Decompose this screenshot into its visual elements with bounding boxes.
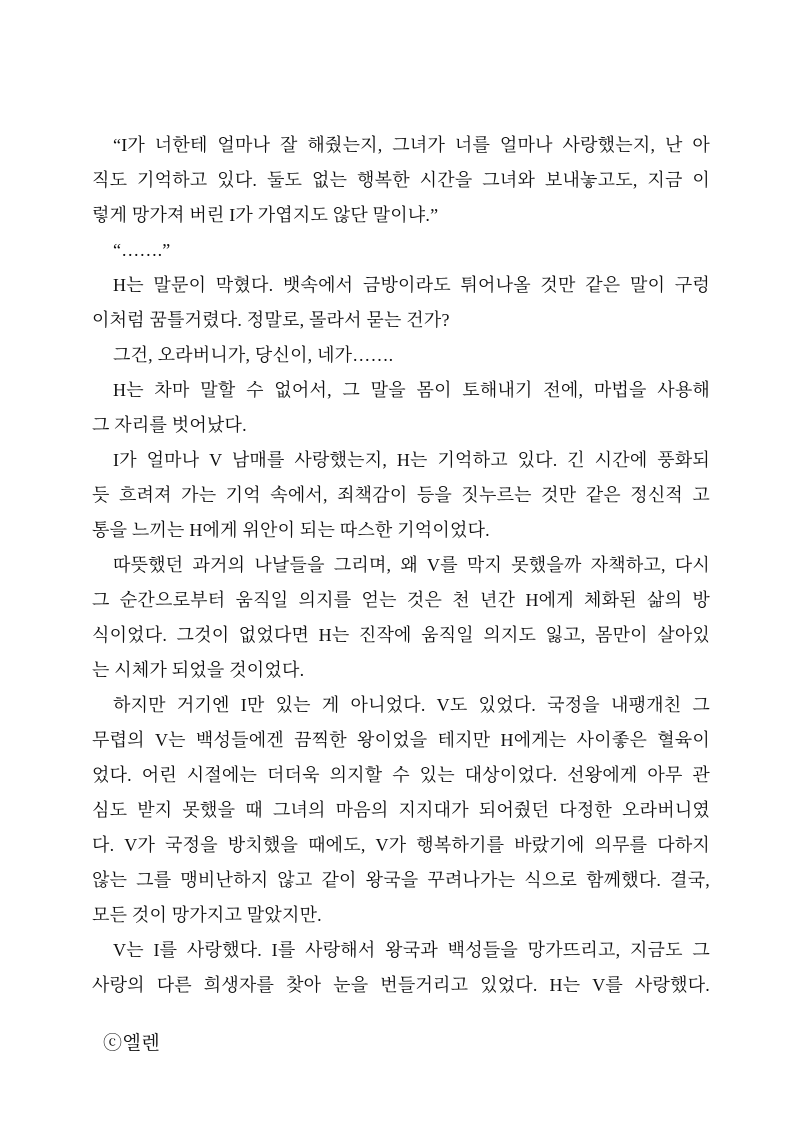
text-line: 무렵의 V는 백성들에겐 끔찍한 왕이었을 테지만 H에게는 사이좋은 혈육이 [92, 730, 710, 750]
text-line: 그 자리를 벗어났다. [92, 415, 247, 435]
paragraph [92, 548, 710, 688]
paragraph [92, 443, 710, 548]
text-line: 는 시체가 되었을 것이었다. [92, 660, 305, 680]
text-line: “…….” [113, 240, 171, 260]
text-line: 심도 받지 못했을 때 그녀의 마음의 지지대가 되어줬던 다정한 오라버니였 [92, 800, 710, 820]
text-line: “I가 너한테 얼마나 잘 해줬는지, 그녀가 너를 얼마나 사랑했는지, 난 아 [113, 135, 710, 155]
text-line: I가 얼마나 V 남매를 사랑했는지, H는 기억하고 있다. 긴 시간에 풍화되 [113, 450, 710, 470]
text-line: 듯 흐려져 가는 기억 속에서, 죄책감이 등을 짓누르는 것만 같은 정신적 고 [92, 485, 710, 505]
text-line: 다. V가 국정을 방치했을 때에도, V가 행복하기를 바랐기에 의무를 다하지 [92, 835, 710, 855]
paragraph [92, 373, 710, 443]
text-line: 모든 것이 망가지고 말았지만. [92, 905, 322, 925]
text-line: V는 I를 사랑했다. I를 사랑해서 왕국과 백성들을 망가뜨리고, 지금도 그 [113, 940, 710, 960]
text-line: 통을 느끼는 H에게 위안이 되는 따스한 기억이었다. [92, 520, 490, 540]
paragraph [92, 338, 710, 373]
text-line: 하지만 거기엔 I만 있는 게 아니었다. V도 있었다. 국정을 내팽개친 그 [113, 695, 710, 715]
copyright-notice: ⓒ엘렌 [103, 1033, 161, 1054]
text-line: 식이었다. 그것이 없었다면 H는 진작에 움직일 의지도 잃고, 몸만이 살아있 [92, 625, 710, 645]
paragraph [92, 268, 710, 338]
text-line: 렇게 망가져 버린 I가 가엽지도 않단 말이냐.” [92, 205, 439, 225]
text-line: 그건, 오라버니가, 당신이, 네가……. [113, 345, 394, 365]
paragraph [92, 688, 710, 933]
text-line: 이처럼 꿈틀거렸다. 정말로, 몰라서 묻는 건가? [92, 310, 450, 330]
document-body [92, 128, 710, 1003]
paragraph [92, 233, 710, 268]
text-line: H는 말문이 막혔다. 뱃속에서 금방이라도 튀어나올 것만 같은 말이 구렁 [113, 275, 710, 295]
text-line: 었다. 어린 시절에는 더더욱 의지할 수 있는 대상이었다. 선왕에게 아무 관 [92, 765, 710, 785]
text-line: 직도 기억하고 있다. 둘도 없는 행복한 시간을 그녀와 보내놓고도, 지금 이 [92, 170, 710, 190]
text-line: H는 차마 말할 수 없어서, 그 말을 몸이 토해내기 전에, 마법을 사용해 [113, 380, 710, 400]
text-line: 그 순간으로부터 움직일 의지를 얻는 것은 천 년간 H에게 체화된 삶의 방 [92, 590, 710, 610]
paragraph [92, 128, 710, 233]
paragraph [92, 933, 710, 1003]
text-line: 따뜻했던 과거의 나날들을 그리며, 왜 V를 막지 못했을까 자책하고, 다시 [113, 555, 710, 575]
text-line: 사랑의 다른 희생자를 찾아 눈을 번들거리고 있었다. H는 V를 사랑했다. [92, 975, 710, 995]
text-line: 않는 그를 맹비난하지 않고 같이 왕국을 꾸려나가는 식으로 함께했다. 결국, [92, 870, 710, 890]
